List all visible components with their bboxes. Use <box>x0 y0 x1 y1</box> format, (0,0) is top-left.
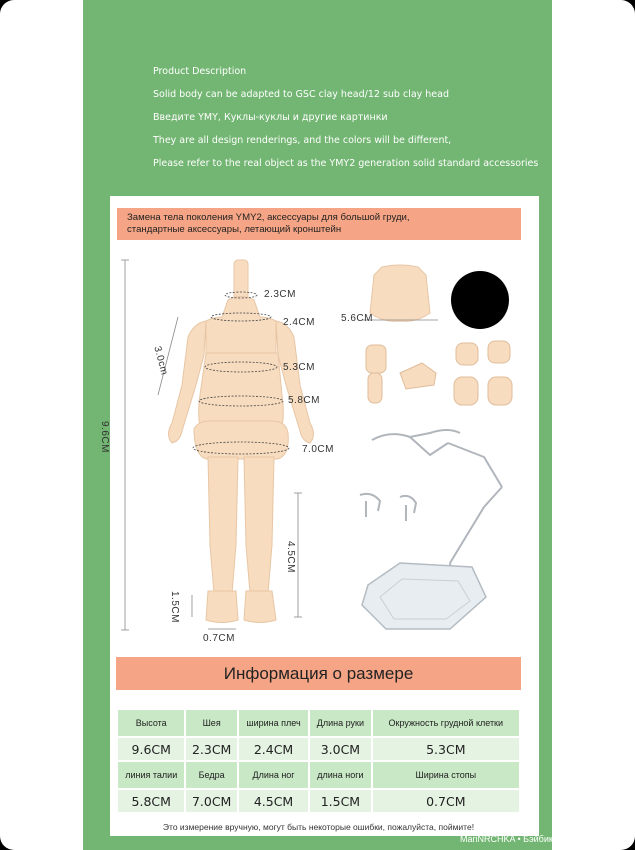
banner-line: стандартные аксессуары, летающий кронштейн <box>127 224 342 235</box>
bust-measure-label: 5.6CM <box>341 313 373 324</box>
product-illustration <box>99 245 539 650</box>
shoulder-measure-label: 2.4CM <box>283 317 315 328</box>
desc-line: They are all design renderings, and the colors will be different, <box>153 135 452 146</box>
product-description <box>153 63 543 178</box>
size-info-banner: Информация о размере <box>116 657 521 690</box>
table-row <box>118 790 519 812</box>
table-header-cell: Высота <box>118 710 184 736</box>
desc-line: Please refer to the real object as the YMY2 generation solid standard accessories <box>153 158 539 169</box>
table-value-cell: 2.3CM <box>186 738 236 760</box>
table-header-cell: Длина руки <box>310 710 370 736</box>
measurement-note: Это измерение вручную, могут быть некоторые ошибки, пожалуйста, поймите! <box>162 822 475 832</box>
desc-line: Product Description <box>153 66 247 77</box>
desc-line: Solid body can be adapted to GSC clay head/12 sub clay head <box>153 89 450 100</box>
table-header-cell: Бедра <box>186 762 236 788</box>
waist-measure-label: 5.8CM <box>288 395 320 406</box>
foot-width-label: 0.7CM <box>203 633 235 644</box>
arm-measure-label: 3.0cm <box>151 345 170 377</box>
table-header-cell: Окружность грудной клетки <box>373 710 519 736</box>
table-header-cell: длина ноги <box>310 762 370 788</box>
table-value-cell: 5.8CM <box>118 790 184 812</box>
hip-measure-label: 7.0CM <box>302 444 334 455</box>
table-row <box>118 762 519 788</box>
table-header-cell: Длина ног <box>239 762 308 788</box>
banner-line: Замена тела поколения YMY2, аксессуары для большой груди, <box>127 212 410 223</box>
table-value-cell: 9.6CM <box>118 738 184 760</box>
table-value-cell: 0.7CM <box>373 790 519 812</box>
head-measure-label: 2.3CM <box>264 289 296 300</box>
table-header-cell: линия талии <box>118 762 184 788</box>
table-row <box>118 738 519 760</box>
table-row <box>118 710 519 736</box>
size-table <box>116 708 521 814</box>
desc-line: Введите YMY, Куклы-куклы и другие картинки <box>153 112 388 123</box>
table-header-cell: Шея <box>186 710 236 736</box>
table-value-cell: 4.5CM <box>239 790 308 812</box>
leg-measure-label: 4.5CM <box>285 541 296 573</box>
table-value-cell: 3.0CM <box>310 738 370 760</box>
table-value-cell: 5.3CM <box>373 738 519 760</box>
watermark: MariNRCHKA • Бэйбики • babiki.ru <box>460 834 601 844</box>
foot-height-label: 1.5CM <box>169 591 180 623</box>
chest-measure-label: 5.3CM <box>283 362 315 373</box>
height-measure-label: 9.6CM <box>99 421 110 453</box>
table-header-cell: ширина плеч <box>239 710 308 736</box>
table-value-cell: 1.5CM <box>310 790 370 812</box>
top-banner <box>117 208 521 240</box>
table-value-cell: 7.0CM <box>186 790 236 812</box>
table-header-cell: Ширина стопы <box>373 762 519 788</box>
table-value-cell: 2.4CM <box>239 738 308 760</box>
